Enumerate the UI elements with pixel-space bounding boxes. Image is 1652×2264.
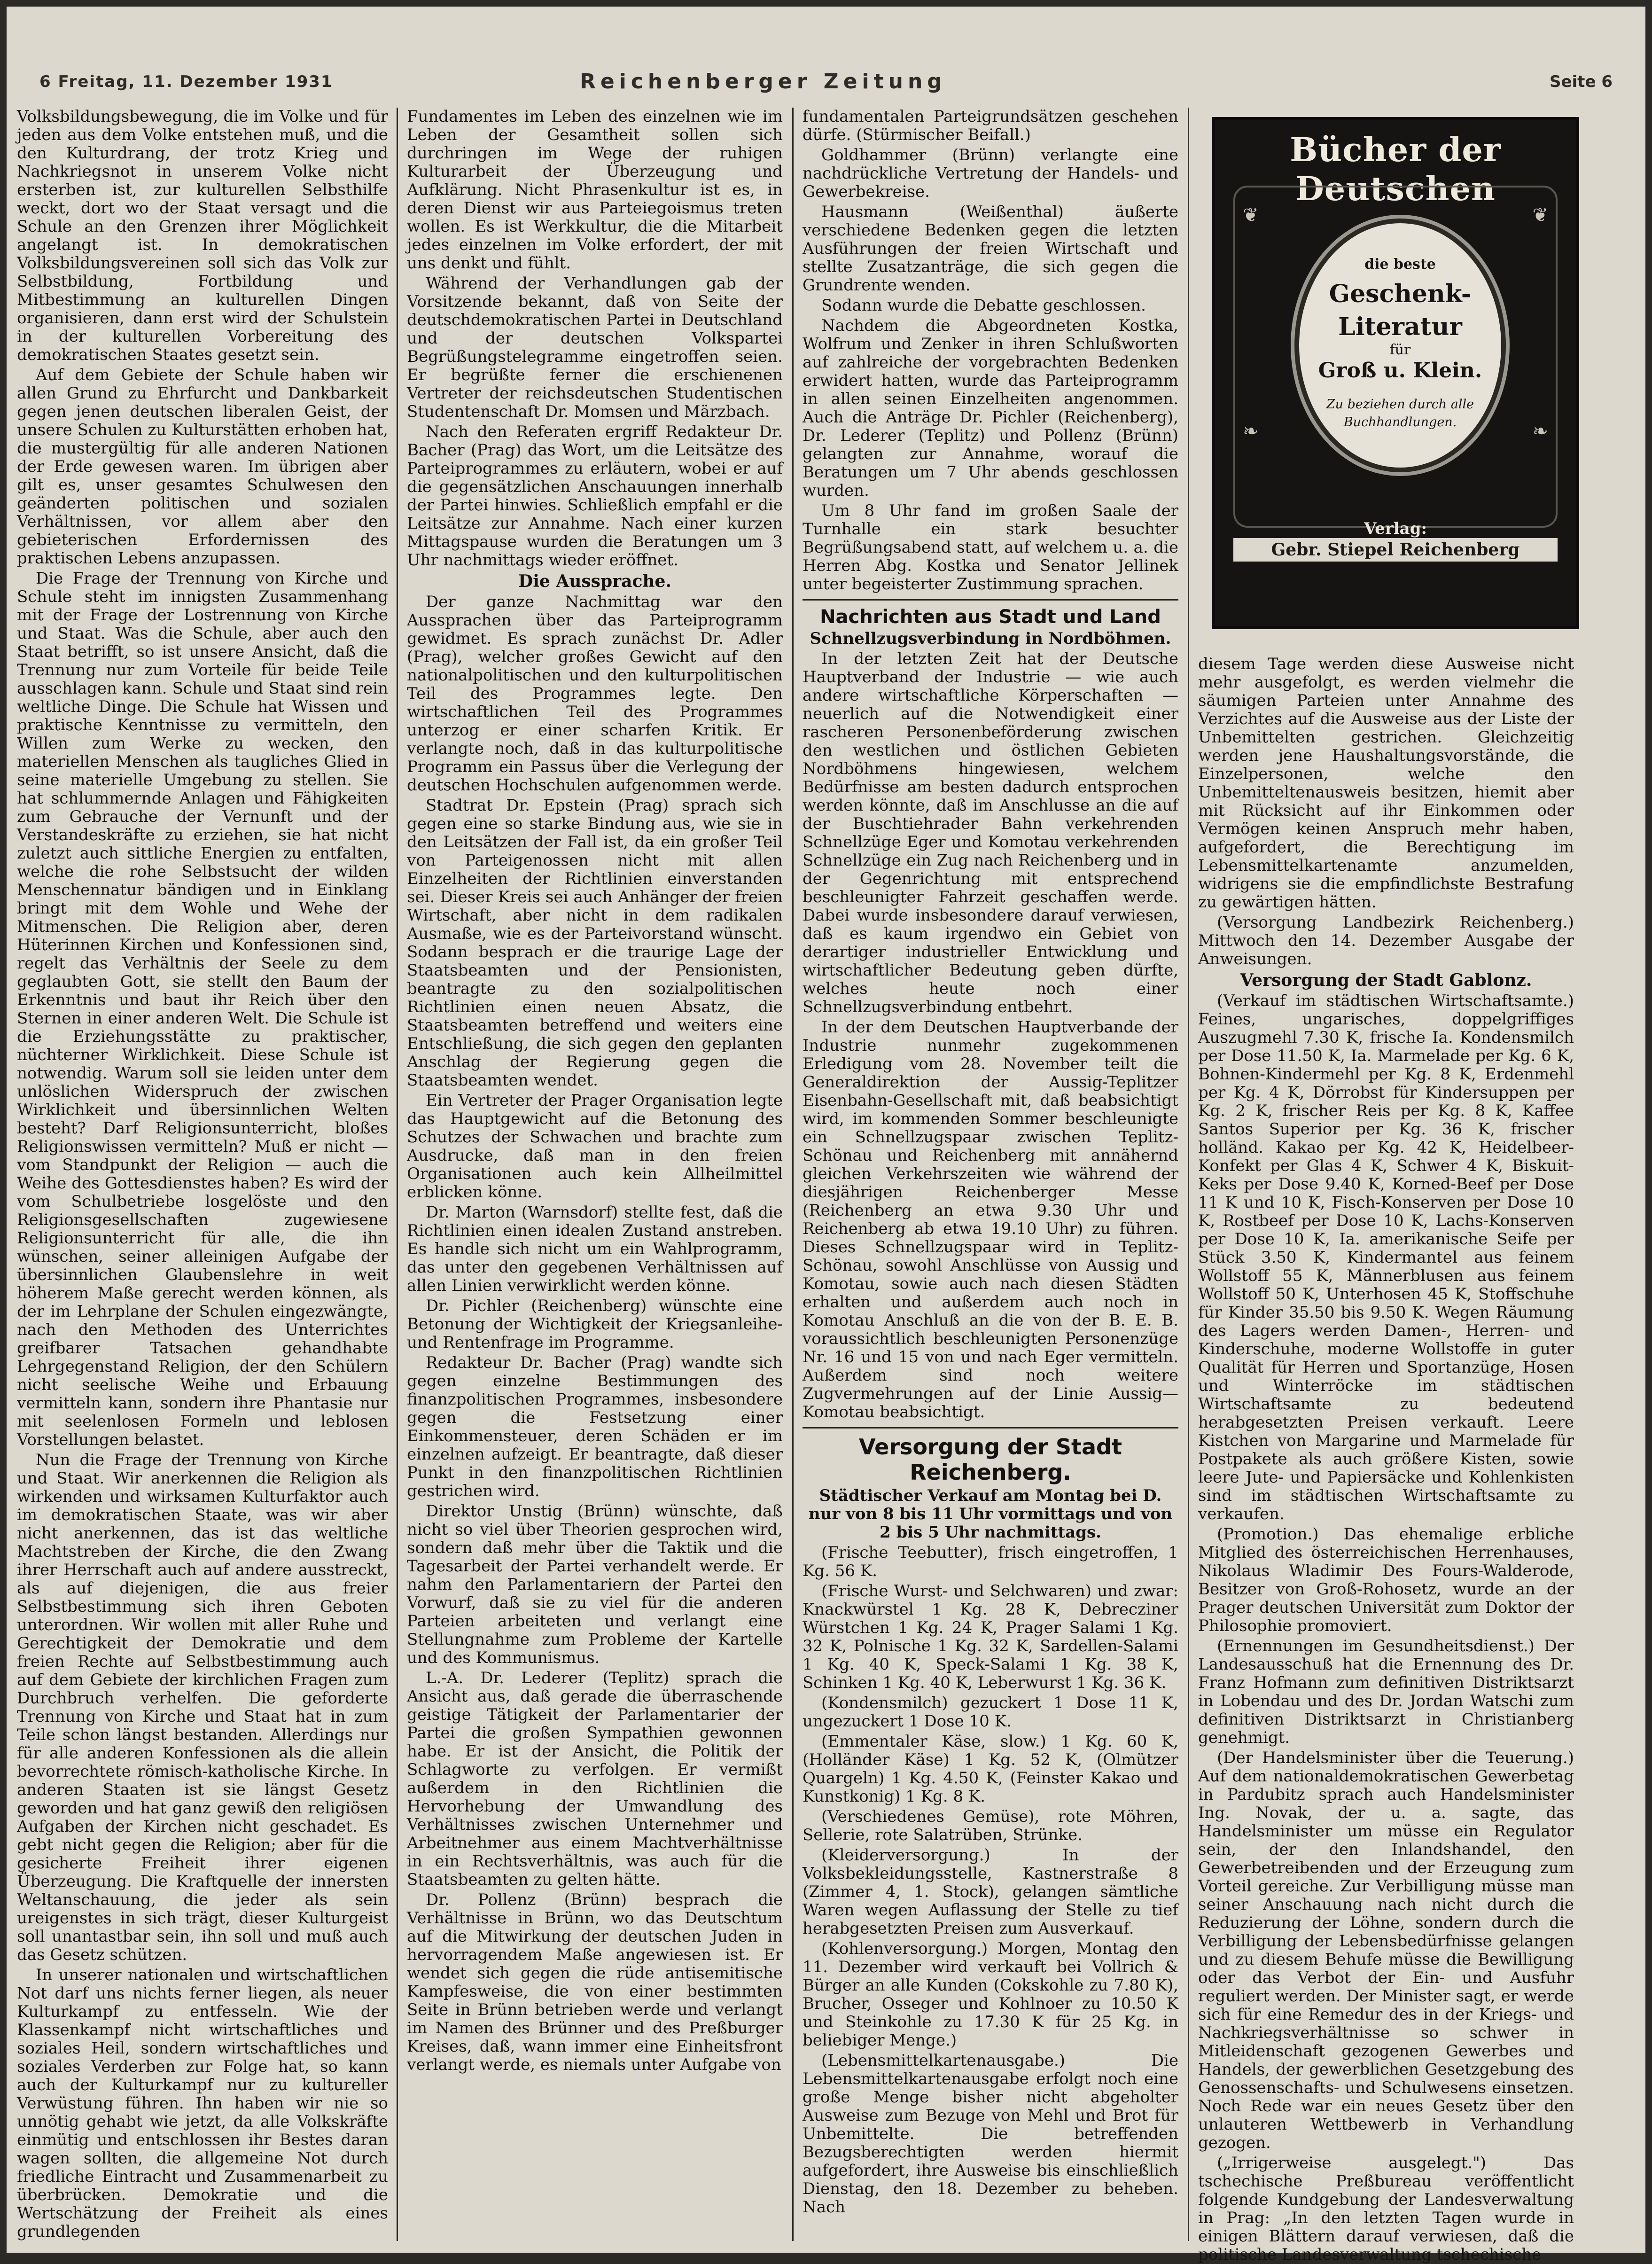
page-number: Seite 6: [1549, 72, 1613, 91]
ad-oval-panel: [1294, 219, 1506, 472]
article-subheading: Städtischer Verkauf am Montag bei D. nur von 8 bis 11 Uhr vormittags und von 2 bis 5 Uhr nachmittags.: [808, 1486, 1173, 1542]
section-heading-reichenberg: Versorgung der Stadt Reichenberg.: [859, 1434, 1122, 1485]
paragraph: (Frische Wurst- und Selchwaren) und zwar: Knackwürstel 1 Kg. 28 K, Debrecziner Würstchen 1 Kg. 24 K, Prager Salami 1 Kg. 32 K, Polnische 1 Kg. 32 K, Sardellen-Salami 1 Kg. 40 K, Speck-Salami 1 Kg. 38 K, Schinken 1 Kg. 40 K, Leberwurst 1 Kg. 36 K.: [803, 1582, 1178, 1692]
paragraph: Stadtrat Dr. Epstein (Prag) sprach sich gegen eine so starke Bindung aus, wie sie in den Leitsätzen der Fall ist, da ein großer Teil von Parteigenossen nicht mit allen Einzelheiten der Richtlinien einverstanden sei. Dieser Kreis sei auch Anhänger der freien Wirtschaft, aber nicht in dem radikalen Ausmaße, wie es der Parteivorstand wünscht. Sodann besprach er die traurige Lage der Staatsbeamten und der Pensionisten, beantragte zu den sozialpolitischen Richtlinien einen neuen Absatz, die Staatsbeamten betreffend und weiters eine Entschließung, die sich gegen den geplanten Anschlag der Regierung gegen die Staatsbeamten wendet.: [407, 796, 783, 1090]
divider: [803, 599, 1178, 601]
paragraph: In der dem Deutschen Hauptverbande der Industrie nunmehr zugekommenen Erledigung vom 28. November teilt die Generaldirektion der Aussig-Teplitzer Eisenbahn-Gesellschaft mit, daß beabsichtigt wird, im kommenden Sommer beschleunigte ein Schnellzugspaar zwischen Teplitz-Schönau und Reichenberg mit annähernd gleichen Verkehrszeiten wie während der diesjährigen Reichenberger Messe (Reichenberg an etwa 9.30 Uhr und Reichenberg ab etwa 19.10 Uhr) zu führen. Dieses Schnellzugspaar wird in Teplitz-Schönau, sowohl Anschlüsse von Aussig und Komotau, sowie auch nach diesen Städten erhalten und außerdem auch noch in Komotau Anschluß an die von der B. E. B. voraussichtlich beschleunigten Personenzüge Nr. 16 und 15 von und nach Eger vermitteln. Außerdem sind noch weitere Zugvermehrungen auf der Linie Aussig—Komotau beabsichtigt.: [803, 1018, 1178, 1421]
paragraph: Auf dem Gebiete der Schule haben wir allen Grund zu Ehrfurcht und Dankbarkeit gegen jenen deutschen liberalen Geist, der unsere Schulen zu Kulturstätten erhoben hat, die mustergültig für alle anderen Nationen der Erde gewesen waren. Im übrigen aber gilt es, unser gesamtes Schulwesen den geänderten politischen und sozialen Verhältnissen, vor allem aber den gebieterischen Erfordernissen des praktischen Lebens anzupassen.: [17, 366, 388, 568]
paragraph: (Lebensmittelkartenausgabe.) Die Lebensmittelkartenausgabe erfolgt noch eine große Menge bisher nicht abgeholter Ausweise zum Bezuge von Mehl und Brot für Unbemittelte. Die betreffenden Bezugsberechtigten werden hiermit aufgefordert, ihre Ausweise bis einschließlich Dienstag, den 18. Dezember zu beheben. Nach: [803, 2051, 1178, 2217]
paragraph: Volksbildungsbewegung, die im Volke und für jeden aus dem Volke entstehen muß, und die den Kulturdrang, der trotz Krieg und Nachkriegsnot in unserem Volke nicht ersterben ist, zur kulturellen Selbsthilfe weckt, dort wo der Staat versagt und die Schule an den Grenzen ihrer Möglichkeit angelangt ist. In demokratischen Volksbildungsvereinen soll sich das Volk zur Selbstbildung, Fortbildung und Mitbestimmung an kulturellen Dingen organisieren, dann erst wird der Schulstein in der kulturellen Vorbereitung des demokratischen Staates gesetzt sein.: [17, 107, 388, 364]
page-header: [39, 63, 1613, 101]
paragraph: L.-A. Dr. Lederer (Teplitz) sprach die Ansicht aus, daß gerade die überraschende geistige Tätigkeit der Parlamentarier der Partei die großen Sympathien gewonnen habe. Er ist der Ansicht, die Politik der Schlagworte zu verfolgen. Er vermißt außerdem in den Richtlinien die Hervorhebung der Umwandlung des Verhältnisses zwischen Unternehmer und Arbeitnehmer aus einem Machtverhältnisse in ein Rechtsverhältnis, was auch für die Staatsbeamten zu gelten hätte.: [407, 1669, 783, 1889]
column-rule: [397, 108, 398, 2241]
masthead-title: Reichenberger Zeitung: [580, 70, 947, 94]
ad-text: Groß u. Klein.: [1318, 359, 1482, 383]
ad-text: Buchhandlungen.: [1343, 415, 1457, 429]
section-subheading: Die Aussprache.: [518, 571, 671, 591]
column-rule: [1188, 108, 1189, 2241]
paragraph: Nachdem die Abgeordneten Kostka, Wolfrum und Zenker in ihren Schlußworten auf zahlreiche der vorgebrachten Bedenken erwidert hatten, wurde das Parteiprogramm in allen seinen Einzelheiten angenommen. Auch die Anträge Dr. Pichler (Reichenberg), Dr. Lederer (Teplitz) und Pollenz (Brünn) gelangten zur Annahme, worauf die Beratungen um 7 Uhr abends geschlossen wurden.: [803, 316, 1178, 500]
paragraph: (Ernennungen im Gesundheitsdienst.) Der Landesausschuß hat die Ernennung des Dr. Franz Hofmann zum definitiven Distriktsarzt in Lobendau und des Dr. Jordan Watschi zum definitiven Distriktsarzt in Christianberg genehmigt.: [1198, 1637, 1574, 1747]
leaf-ornament-icon: ❧: [1532, 421, 1548, 442]
paragraph: Dr. Pollenz (Brünn) besprach die Verhältnisse in Brünn, wo das Deutschtum auf die Mitwirkung der deutschen Juden in hervorragendem Maße angewiesen ist. Er wendet sich gegen die rüde antisemitische Kampfesweise, die von einer bestimmten Seite in Brünn betrieben werde und verlangt im Namen des Brünner und des Preßburger Kreises, daß, wann immer eine Einheitsfront verlangt werde, es niemals unter Aufgabe von: [407, 1890, 783, 2074]
paragraph: Direktor Unstig (Brünn) wünschte, daß nicht so viel über Theorien gesprochen wird, sondern daß mehr über die Taktik und die Tagesarbeit der Partei verhandelt werde. Er nahm den Parlamentariern der Partei den Vorwurf, daß sie zu viel für die anderen Parteien arbeiteten und verlangt eine Stellungnahme zum Probleme der Kartelle und des Kommunismus.: [407, 1502, 783, 1667]
paragraph: Die Frage der Trennung von Kirche und Schule steht im innigsten Zusammenhang mit der Frage der Lostrennung von Kirche und Staat. Was die Schule, aber auch den Staat betrifft, so ist unsere Ansicht, daß die Trennung nur zum Vorteile für beide Teile ausschlagen kann. Schule und Staat sind rein weltliche Dinge. Die Schule hat Wissen und praktische Kenntnisse zu vermitteln, den Willen zum Werke zu wecken, den materiellen Menschen als taugliches Glied in seine materielle Umgebung zu stellen. Sie hat schlummernde Anlagen und Fähigkeiten zum Gebrauche der Vernunft und der Verstandeskräfte zu erziehen, sie hat nicht zuletzt auch sittliche Energien zu entfalten, welche die rohe Selbstsucht der wilden Menschennatur bändigen und in Einklang bringt mit dem Wohle und Wehe der Mitmenschen. Die Religion aber, deren Hüterinnen Kirchen und Konfessionen sind, regelt das Verhältnis der Seele zu dem geglaubten Gott, sie stellt den Baum der Erkenntnis und baut ihr Reich über den Sternen in einer anderen Welt. Die Schule ist die Erziehungsstätte zu praktischer, nüchterner Wirklichkeit. Diese Schule ist notwendig. Warum soll sie leiden unter dem unlöslichen Widerspruch der zwischen Wirklichkeit und übersinnlichen Welten besteht? Darf Religionsunterricht, bloßes Religionswissen vermitteln? Muß er nicht — vom Standpunkt der Religion — auch die Weihe des Gottesdienstes haben? Es wird der vom Schulbetriebe losgelöste und den Religionsgesellschaften zugewiesene Religionsunterricht für alle, die ihn wünschen, seiner alleinigen Aufgabe der übersinnlichen Glaubenslehre in weit höherem Maße gerecht werden können, als der im Lehrplane der Schulen eingezwängte, nach den Methoden des Unterrichtes greifbarer Tatsachen gehandhabte Lehrgegenstand Religion, der den Schülern nicht seelische Weihe und Erbauung vermitteln kann, sondern ihre Phantasie nur mit seelenlosen Formeln und leblosen Vorstellungen belastet.: [17, 569, 388, 1449]
paragraph: Nach den Referaten ergriff Redakteur Dr. Bacher (Prag) das Wort, um die Leitsätze des Parteiprogrammes zu erläutern, wobei er auf die gegensätzlichen Anschauungen innerhalb der Partei hinwies. Schließlich empfahl er die Leitsätze zur Annahme. Nach einer kurzen Mittagspause wurden die Beratungen um 3 Uhr nachmittags wieder eröffnet.: [407, 422, 783, 570]
paragraph: Nun die Frage der Trennung von Kirche und Staat. Wir anerkennen die Religion als wirkenden und wirksamen Kulturfaktor auch im demokratischen Staate, was wir aber nicht anerkennen, das ist das weltliche Machtstreben der Kirche, die den Zwang ihrer Herrschaft auch auf andere ausstreckt, als auf diejenigen, die aus freier Selbstbestimmung sich ihren Geboten unterordnen. Wir wollen mit aller Ruhe und Gerechtigkeit der Demokratie und dem freien Rechte auf Selbstbestimmung auch auf dem Gebiete der kirchlichen Fragen zum Durchbruch verhelfen. Die geforderte Trennung von Kirche und Staat hat in zum Teile schon längst bestanden. Allerdings nur für alle anderen Konfessionen als die allein bevorrechtete römisch-katholische Kirche. In anderen Staaten ist sie längst Gesetz geworden und hat ganz gewiß den religiösen Aufgaben der Kirchen nicht geschadet. Es gebt nicht gegen die Religion; aber für die gesicherte Freiheit ihrer eigenen Überzeugung. Die Kraftquelle der innersten Weltanschauung, die jeder als sein ureigenstes in sich trägt, dieser Kulturgeist soll unantastbar sein, ihn soll und muß auch das Gesetz schützen.: [17, 1451, 388, 1964]
leaf-ornament-icon: ❧: [1243, 421, 1259, 442]
article-subheading: Versorgung der Stadt Gablonz.: [1240, 970, 1532, 990]
paragraph: diesem Tage werden diese Ausweise nicht mehr ausgefolgt, es werden vielmehr die säumigen Parteien unter Annahme des Verzichtes auf die Ausweise aus der Liste der Unbemittelten gestrichen. Gleichzeitig werden jene Haushaltungsvorstände, die Einzelpersonen, welche den Unbemitteltenausweis besitzen, hiemit aber mit Rücksicht auf ihr Einkommen oder Vermögen keinen Anspruch mehr haben, aufgefordert, die Berechtigung im Lebensmittelkartenamte anzumelden, widrigens sie die empfindlichste Bestrafung zu gewärtigen hätten.: [1198, 655, 1574, 912]
paragraph: Redakteur Dr. Bacher (Prag) wandte sich gegen einzelne Bestimmungen des finanzpolitischen Programmes, insbesondere gegen die Festsetzung einer Einkommensteuer, deren Schäden er im einzelnen aufzeigt. Er beantragte, daß dieser Punkt in den finanzpolitischen Richtlinien gestrichen wird.: [407, 1353, 783, 1500]
paragraph: Dr. Pichler (Reichenberg) wünschte eine Betonung der Wichtigkeit der Kriegsanleihe- und Rentenfrage im Programme.: [407, 1296, 783, 1352]
paragraph: (Versorgung Landbezirk Reichenberg.) Mittwoch den 14. Dezember Ausgabe der Anweisungen.: [1198, 913, 1574, 968]
ad-text: für: [1389, 342, 1411, 358]
ad-title: Bücher der Deutschen: [1290, 130, 1501, 208]
paragraph: Hausmann (Weißenthal) äußerte verschiedene Bedenken gegen die letzten Ausführungen der freien Wirtschaft und stellte Zusatzanträge, die sich gegen die Grundrente wenden.: [803, 203, 1178, 295]
paragraph: Sodann wurde die Debatte geschlossen.: [821, 296, 1146, 315]
paragraph: (Verkauf im städtischen Wirtschaftsamte.) Feines, ungarisches, doppelgriffiges Auszugmehl 7.30 K, frische Ia. Kondensmilch per Dose 11.50 K, Ia. Marmelade per Kg. 6 K, Bohnen-Kindermehl per Kg. 8 K, Erdenmehl per Kg. 4 K, Dörrobst für Kindersuppen per Kg. 2 K, frischer Reis per Kg. 8 K, Kaffee Santos Superior per Kg. 36 K, frischer holländ. Kakao per Kg. 42 K, Heidelbeer-Konfekt per Glas 4 K, Schwer 4 K, Biskuit-Keks per Dose 9.40 K, Korned-Beef per Dose 11 K und 10 K, Fisch-Konserven per Dose 10 K, Rostbeef per Dose 10 K, Lachs-Konserven per Dose 10 K, Ia. amerikanische Seife per Stück 3.50 K, Kindermantel aus feinem Wollstoff 55 K, Männerblusen aus feinem Wollstoff 50 K, Unterhosen 45 K, Stoffschuhe für Kinder 35.50 bis 9.50 K. Wegen Räumung des Lagers werden Damen-, Herren- und Kinderschuhe, moderne Wollstoffe in guter Qualität für Herren und Sportanzüge, Hosen und Winterröcke im städtischen Wirtschaftsamte zu bedeutend herabgesetzten Preisen verkauft. Leere Kistchen von Margarine und Marmelade für Postpakete als auch größere Kisten, sowie leere Jute- und Papiersäcke und Kohlenkisten sind im städtischen Wirtschaftsamte zu verkaufen.: [1198, 991, 1574, 1523]
column-rule: [792, 108, 794, 2241]
paragraph: Dr. Marton (Warnsdorf) stellte fest, daß die Richtlinien einen idealen Zustand anstreben. Es handle sich nicht um ein Wahlprogramm, das unter den gegebenen Verhältnissen auf allen Linien verwirklicht werden könne.: [407, 1203, 783, 1295]
paragraph: („Irrigerweise ausgelegt.") Das tschechische Preßbureau veröffentlicht folgende Kundgebung der Landesverwaltung in Prag: „In den letzten Tagen wurde in einigen Blättern darauf verwiesen, daß die politische Landesverwaltung tschechische: [1198, 2154, 1574, 2264]
paragraph: (Promotion.) Das ehemalige erbliche Mitglied des österreichischen Herrenhauses, Nikolaus Wladimir Des Fours-Walderode, Besitzer von Groß-Rohosetz, wurde an der Prager deutschen Universität zum Doktor der Philosophie promoviert.: [1198, 1525, 1574, 1635]
paragraph: (Frische Teebutter), frisch eingetroffen, 1 Kg. 56 K.: [803, 1543, 1178, 1580]
paragraph: fundamentalen Parteigrundsätzen geschehen dürfe. (Stürmischer Beifall.): [803, 107, 1178, 144]
paragraph: Ein Vertreter der Prager Organisation legte das Hauptgewicht auf die Betonung des Schutzes der Schwachen und brachte zum Ausdrucke, daß man in den freien Organisationen auch kein Allheilmittel erblicken könne.: [407, 1091, 783, 1202]
column-2: [407, 108, 783, 2241]
article-subheading: Schnellzugsverbindung in Nordböhmen.: [810, 629, 1171, 648]
ad-text: Zu beziehen durch alle: [1326, 397, 1474, 412]
paragraph: (Der Handelsminister über die Teuerung.) Auf dem nationaldemokratischen Gewerbetag in Pardubitz sprach auch Handelsminister Ing. Novak, der u. a. sagte, das Handelsminister um müsse ein Regulator sein, der den Inlandshandel, den Gewerbetreibenden und der Erzeugung zum Vorteil gereiche. Zur Verbilligung müsse man seiner Anschauung nach nicht durch die Reduzierung der Löhne, sondern durch die Verbilligung der Lebensbedürfnisse gelangen und zu diesem Behufe müsse die Bewilligung oder das Verbot der Ein- und Ausfuhr reguliert werden. Der Minister sagt, er werde sich für eine Remedur des in der Kriegs- und Nachkriegsverhältnisse so schwer in Mitleidenschaft gezogenen Gewerbes und Handels, der gewerblichen Gesetzgebung des Genossenschafts- und Schulwesens einsetzen. Noch Rede war ein neues Gesetz über den unlauteren Wettbewerb in Verhandlung gezogen.: [1198, 1749, 1574, 2152]
divider: [803, 1427, 1178, 1429]
paragraph: (Kohlenversorgung.) Morgen, Montag den 11. Dezember wird verkauft bei Vollrich & Bürger an alle Kunden (Cokskohle zu 7.80 K), Brucher, Osseger und Kohlnoer zu 10.50 K und Steinkohle zu 17.30 K für 25 Kg. in beliebiger Menge.): [803, 1939, 1178, 2050]
leaf-ornament-icon: ❦: [1243, 204, 1259, 226]
paragraph: Der ganze Nachmittag war den Aussprachen über das Parteiprogramm gewidmet. Es sprach zunächst Dr. Adler (Prag), welcher großes Gewicht auf den nationalpolitischen und den kulturpolitischen Teil des Programmes legte. Den wirtschaftlichen Teil des Programmes unterzog er einer scharfen Kritik. Er verlangte noch, daß in das kulturpolitische Programm ein Passus über die Verlegung der deutschen Hochschulen aufgenommen werde.: [407, 593, 783, 795]
book-advertisement: [1212, 117, 1579, 629]
paragraph: Fundamentes im Leben des einzelnen wie im Leben der Gesamtheit sollen sich durchringen im Wege der ruhigen Kulturarbeit der Überzeugung und Aufklärung. Nicht Phrasenkultur ist es, in deren Dienst wir aus Parteiegoismus treten wollen. Es ist Werkkultur, die die Mitarbeit jedes einzelnen im Volke erfordert, der mit uns denkt und fühlt.: [407, 107, 783, 273]
ad-publisher-label: Verlag:: [1364, 519, 1427, 538]
ad-text: Geschenk-: [1329, 280, 1472, 308]
paragraph: (Kleiderversorgung.) In der Volksbekleidungsstelle, Kastnerstraße 8 (Zimmer 4, 1. Stock), gelangen sämtliche Waren wegen Auflassung der Stelle zu tief herabgesetzten Preisen zum Ausverkauf.: [803, 1846, 1178, 1938]
paragraph: In der letzten Zeit hat der Deutsche Hauptverband der Industrie — wie auch andere wirtschaftliche Körperschaften — neuerlich auf die Notwendigkeit einer rascheren Personenbeförderung zwischen den westlichen und östlichen Gebieten Nordböhmens hingewiesen, welchem Bedürfnisse am besten dadurch entsprochen werden könnte, daß im Anschlusse an die auf der Buschtiehrader Bahn verkehrenden Schnellzüge Eger und Komotau verkehrenden Schnellzüge ein Zug nach Reichenberg und in der Gegenrichtung mit entsprechend beschleunigter Fahrzeit geschaffen werde. Dabei wurde insbesondere darauf verwiesen, daß es kaum irgendwo ein Gebiet von derartiger industrieller Entwicklung und wirtschaftlicher Bedeutung geben dürfte, welches heute noch einer Schnellzugsverbindung entbehrt.: [803, 649, 1178, 1016]
column-1: [17, 108, 388, 2241]
ad-text: Literatur: [1338, 312, 1462, 341]
column-3: [803, 108, 1178, 2241]
header-date: 6 Freitag, 11. Dezember 1931: [39, 72, 333, 91]
paragraph: (Kondensmilch) gezuckert 1 Dose 11 K, ungezuckert 1 Dose 10 K.: [803, 1694, 1178, 1731]
paragraph: In unserer nationalen und wirtschaftlichen Not darf uns nichts ferner liegen, als neuer Kulturkampf zu entfesseln. Wie der Klassenkampf nicht wirtschaftliches und soziales Heil, sondern wirtschaftliches und soziales Verderben zur Folge hat, so kann auch der Kulturkampf nur zu kultureller Verwüstung führen. Ihn haben wir nie so unnötig gehabt wie jetzt, da alle Volkskräfte einmütig und entschlossen ihr Bestes daran wagen sollten, die allgemeine Not durch friedliche Eintracht und Zusammenarbeit zu überbrücken. Demokratie und die Wertschätzung der Freiheit als eines grundlegenden: [17, 1966, 388, 2241]
paragraph: (Verschiedenes Gemüse), rote Möhren, Sellerie, rote Salatrüben, Strünke.: [803, 1807, 1178, 1844]
ad-publisher-name: Gebr. Stiepel Reichenberg: [1233, 538, 1558, 562]
column-4: [1198, 655, 1574, 2264]
leaf-ornament-icon: ❦: [1532, 204, 1548, 226]
paragraph: Um 8 Uhr fand im großen Saale der Turnhalle ein stark besuchter Begrüßungsabend statt, auf welchem u. a. die Herren Abg. Kostka und Senator Jellinek unter begeisterter Zustimmung sprachen.: [803, 501, 1178, 593]
paragraph: (Emmentaler Käse, slow.) 1 Kg. 60 K, (Holländer Käse) 1 Kg. 52 K, (Olmützer Quargeln) 1 Kg. 4.50 K, (Feinster Kakao und Kunstkonig) 1 Kg. 8 K.: [803, 1732, 1178, 1806]
paragraph: Goldhammer (Brünn) verlangte eine nachdrückliche Vertretung der Handels- und Gewerbekreise.: [803, 146, 1178, 201]
section-heading-news: Nachrichten aus Stadt und Land: [820, 606, 1161, 628]
ad-text: die beste: [1364, 256, 1436, 273]
paragraph: Während der Verhandlungen gab der Vorsitzende bekannt, daß von Seite der deutschdemokratischen Partei in Deutschland und der deutschen Volkspartei Begrüßungstelegramme eingetroffen seien. Er begrüßte ferner die erschienenen Vertreter der reichsdeutschen Studentischen Studentenschaft Dr. Momsen und Märzbach.: [407, 274, 783, 421]
newspaper-page: [7, 7, 1645, 2264]
